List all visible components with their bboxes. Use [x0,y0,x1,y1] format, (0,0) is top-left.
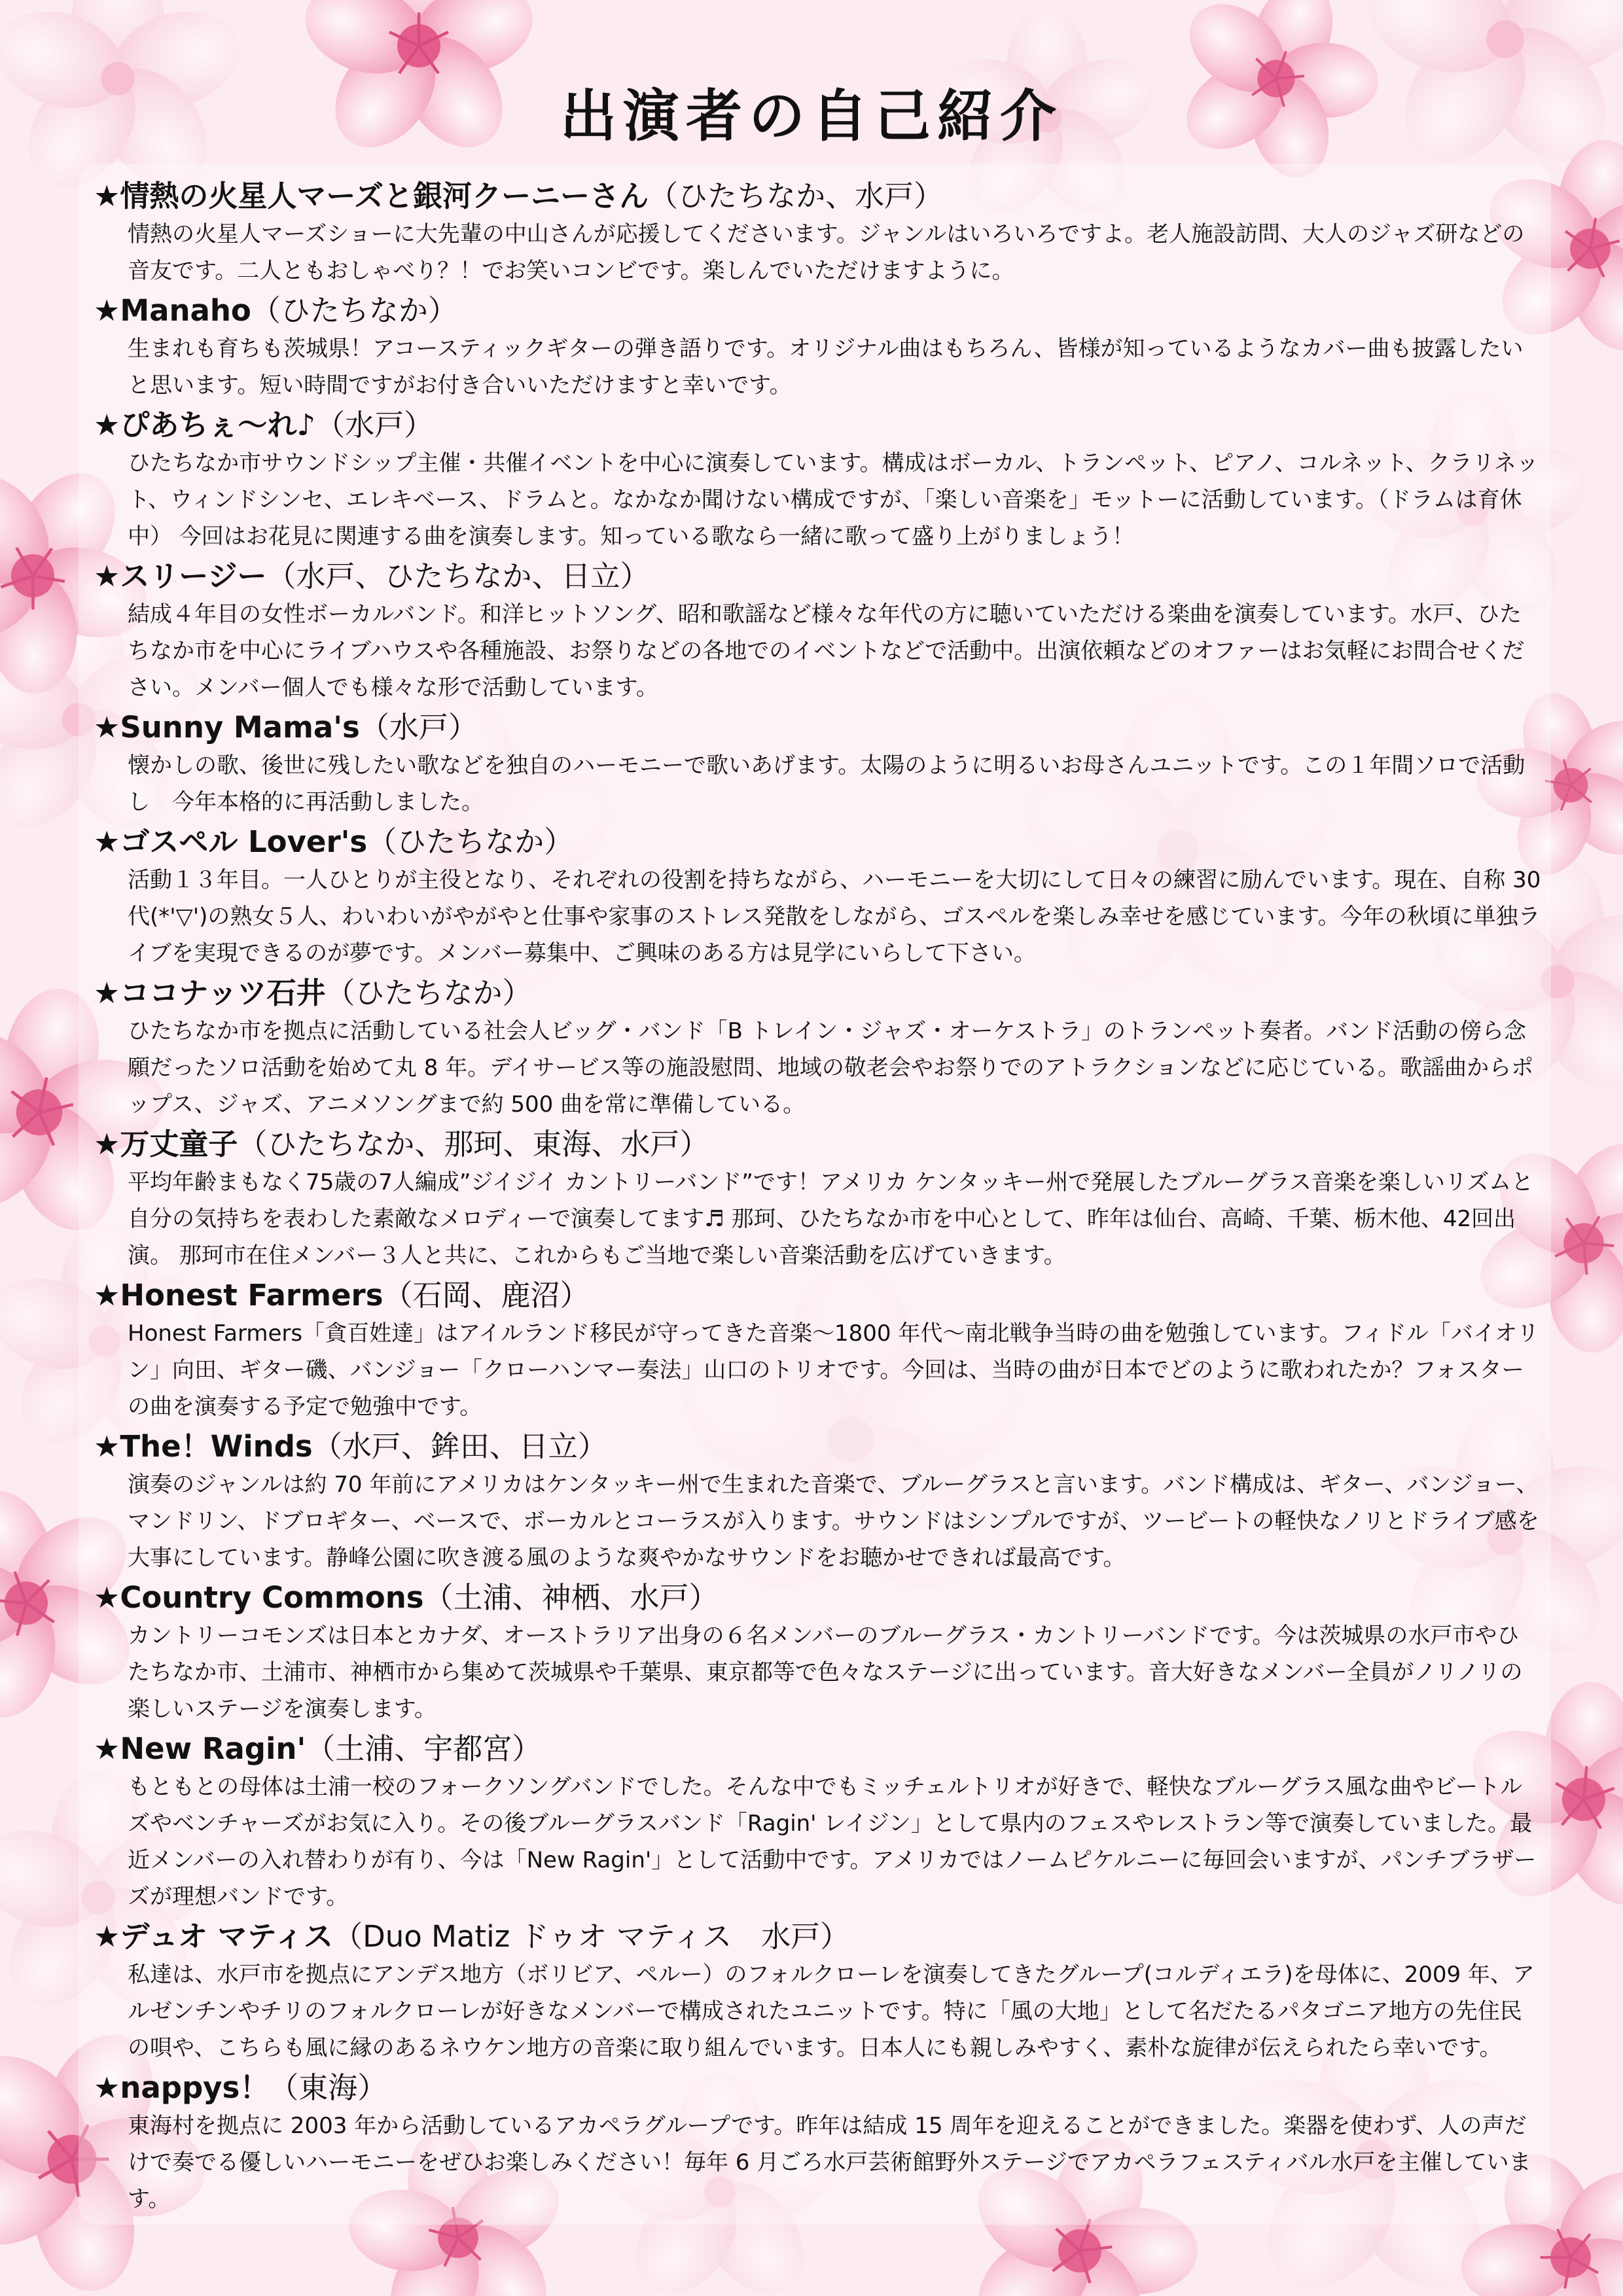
performer-name: ★ゴスペル Lover's [94,824,368,859]
performer-heading [94,557,1543,596]
performer-location: （ひたちなか） [367,824,574,859]
performer-description: もともとの母体は土浦一校のフォークソングバンドでした。そんな中でもミッチェルトリオが好きで、軽快なブルーグラス風な曲やビートルズやベンチャーズがお気に入り。その後ブルーグラスバンド「Ragin' レイジン」として県内のフェスやレストラン等で演奏していました。最近メンバーの入れ替わりが有り、今は「New Ragin'」として活動中です。アメリカではノームピケルニーに毎回会いますが、パンチブラザーズが理想バンドです。 [128,1774,1537,1910]
performer-section [94,708,1543,821]
performer-name: ★Country Commons [94,1580,424,1615]
performer-section [94,177,1543,289]
performer-name: ★万丈童子 [94,1127,238,1161]
performer-description: 懐かしの歌、後世に残したい歌などを独自のハーモニーで歌いあげます。太陽のように明るいお母さんユニットです。この１年間ソロで活動し 今年本格的に再活動しました。 [128,752,1525,815]
performer-name: ★Sunny Mama's [94,710,360,745]
performer-section [94,1729,1543,1915]
performer-name: ★デュオ マティス [94,1919,334,1954]
performer-location: （水戸） [315,408,434,442]
performer-section [94,822,1543,972]
performer-description: 私達は、水戸市を拠点にアンデス地方（ボリビア、ペルー）のフォルクローレを演奏してきたグループ(コルディエラ)を母体に、2009 年、アルゼンチンやチリのフォルクローレが好きなメンバーで構成されたユニットです。特に「風の大地」として名だたるパタゴニア地方の先住民の唄や、こちらも風に縁のあるネウケン地方の音楽に取り組んでいます。日本人にも親しみやすく、素朴な旋律が伝えられたら幸いです。 [128,1962,1535,2061]
performer-name: ★The！Winds [94,1429,313,1464]
performer-section [94,1276,1543,1425]
performer-section [94,1578,1543,1727]
performer-heading [94,708,1543,747]
performer-name: ★Manaho [94,293,251,328]
performer-section [94,557,1543,706]
performer-description: 東海村を拠点に 2003 年から活動しているアカペラグループです。昨年は結成 15 周年を迎えることができました。楽器を使わず、人の声だけで奏でる優しいハーモニーをぜひお楽しみください！毎年 6 月ごろ水戸芸術館野外ステージでアカペラフェスティバル水戸を主催しています。 [128,2113,1531,2212]
performer-description: 情熱の火星人マーズショーに大先輩の中山さんが応援してくださいます。ジャンルはいろいろですよ。老人施設訪問、大人のジャズ研などの音友です。二人ともおしゃべり？！でお笑いコンビです。楽しんでいただけますように。 [128,221,1525,284]
performer-description: ひたちなか市サウンドシップ主催・共催イベントを中心に演奏しています。構成はボーカル、トランペット、ピアノ、コルネット、クラリネット、ウィンドシンセ、エレキベース、ドラムと。なかなか聞けない構成ですが、「楽しい音楽を」モットーに活動しています。（ドラムは育休中） 今回はお花見に関連する曲を演奏します。知っている歌なら一緒に歌って盛り上がりましょう！ [128,450,1539,550]
performer-section [94,1125,1543,1274]
performer-name: ★nappys！ [94,2070,270,2105]
performer-heading [94,406,1543,445]
performer-name: ★New Ragin' [94,1731,306,1766]
performer-heading [94,1125,1543,1164]
performer-description: カントリーコモンズは日本とカナダ、オーストラリア出身の６名メンバーのブルーグラス・カントリーバンドです。今は茨城県の水戸市やひたちなか市、土浦市、神栖市から集めて茨城県や千葉県、東京都等で色々なステージに出っています。音大好きなメンバー全員がノリノリの楽しいステージを演奏します。 [128,1623,1523,1722]
performer-description: 生まれも育ちも茨城県！アコースティックギターの弾き語りです。オリジナル曲はもちろん、皆様が知っているようなカバー曲も披露したいと思います。短い時間ですがお付き合いいただけますと幸いです。 [128,336,1524,398]
performer-description: 活動１３年目。一人ひとりが主役となり、それぞれの役割を持ちながら、ハーモニーを大切にして日々の練習に励んでいます。現在、自称 30 代(*'▽')の熟女５人、わいわいがやがやと仕事や家事のストレス発散をしながら、ゴスペルを楽しみ幸せを感じています。今年の秋頃に単独ライブを実現できるのが夢です。メンバー募集中、ご興味のある方は見学にいらして下さい。 [128,867,1541,966]
performer-location: （Duo Matiz ドゥオ マティス 水戸） [333,1919,850,1954]
performer-location: （水戸） [359,710,478,745]
performer-location: （土浦、宇都宮） [306,1731,542,1766]
performer-location: （水戸、ひたちなか、日立） [266,559,650,593]
performer-heading [94,1578,1543,1617]
performer-location: （ひたちなか、水戸） [649,179,944,213]
performer-section [94,2068,1543,2217]
performer-name: ★ココナッツ石井 [94,976,326,1010]
performer-location: （ひたちなか、那珂、東海、水戸） [238,1127,709,1161]
performer-heading [94,1729,1543,1769]
performer-location: （水戸、鉾田、日立） [312,1429,607,1464]
performer-location: （ひたちなか） [251,293,457,328]
performer-heading [94,822,1543,862]
performer-heading [94,1917,1543,1956]
performer-location: （東海） [269,2070,387,2105]
performer-location: （ひたちなか） [325,976,532,1010]
performer-list [94,177,1543,2219]
performer-section [94,974,1543,1123]
performer-description: 演奏のジャンルは約 70 年前にアメリカはケンタッキー州で生まれた音楽で、ブルーグラスと言います。バンド構成は、ギター、バンジョー、マンドリン、ドブロギター、ベースで、ボーカルとコーラスが入ります。サウンドはシンプルですが、ツービートの軽快なノリとドライブ感を大事にしています。静峰公園に吹き渡る風のような爽やかなサウンドをお聴かせできれば最高です。 [128,1472,1539,1571]
performer-description: ひたちなか市を拠点に活動している社会人ビッグ・バンド「B トレイン・ジャズ・オーケストラ」のトランペット奏者。バンド活動の傍ら念願だったソロ活動を始めて丸 8 年。デイサービス等の施設慰問、地域の敬老会やお祭りでのアトラクションなどに応じている。歌謡曲からポップス、ジャズ、アニメソングまで約 500 曲を常に準備している。 [128,1018,1534,1118]
performer-heading [94,2068,1543,2108]
performer-heading [94,974,1543,1013]
performer-name: ★スリージー [94,559,267,593]
performer-heading [94,1276,1543,1315]
performer-name: ★ぴあちぇ～れ♪ [94,408,316,442]
performer-section [94,1917,1543,2066]
performer-heading [94,177,1543,216]
performer-section [94,291,1543,404]
performer-name: ★Honest Farmers [94,1278,383,1313]
performer-heading [94,291,1543,330]
performer-heading [94,1427,1543,1466]
performer-section [94,1427,1543,1576]
performer-description: Honest Farmers「貪百姓達」はアイルランド移民が守ってきた音楽～1800 年代～南北戦争当時の曲を勉強しています。フィドル「バイオリン」向田、ギター磯、バンジョー「クローハンマー奏法」山口のトリオです。今回は、当時の曲が日本でどのように歌われたか？フォスターの曲を演奏する予定で勉強中です。 [128,1320,1539,1420]
performer-section [94,406,1543,555]
performer-description: 結成４年目の女性ボーカルバンド。和洋ヒットソング、昭和歌謡など様々な年代の方に聴いていただける楽曲を演奏しています。水戸、ひたちなか市を中心にライブハウスや各種施設、お祭りなどの各地でのイベントなどで活動中。出演依頼などのオファーはお気軽にお問合せください。メンバー個人でも様々な形で活動しています。 [128,601,1525,701]
performer-name: ★情熱の火星人マーズと銀河クーニーさん [94,179,649,213]
performer-description: 平均年齢まもなく75歳の7人編成”ジイジイ カントリーバンド”です！アメリカ ケンタッキー州で発展したブルーグラス音楽を楽しいリズムと自分の気持ちを表わした素敵なメロディーで演奏してます♬ 那珂、ひたちなか市を中心として、昨年は仙台、高崎、千葉、栃木他、42回出演。 那珂市在住メンバー３人と共に、これからもご当地で楽しい音楽活動を広げていきます。 [128,1169,1534,1269]
performer-location: （土浦、神栖、水戸） [423,1580,719,1615]
page-title: 出演者の自己紹介 [560,84,1063,149]
performer-location: （石岡、鹿沼） [383,1278,590,1313]
